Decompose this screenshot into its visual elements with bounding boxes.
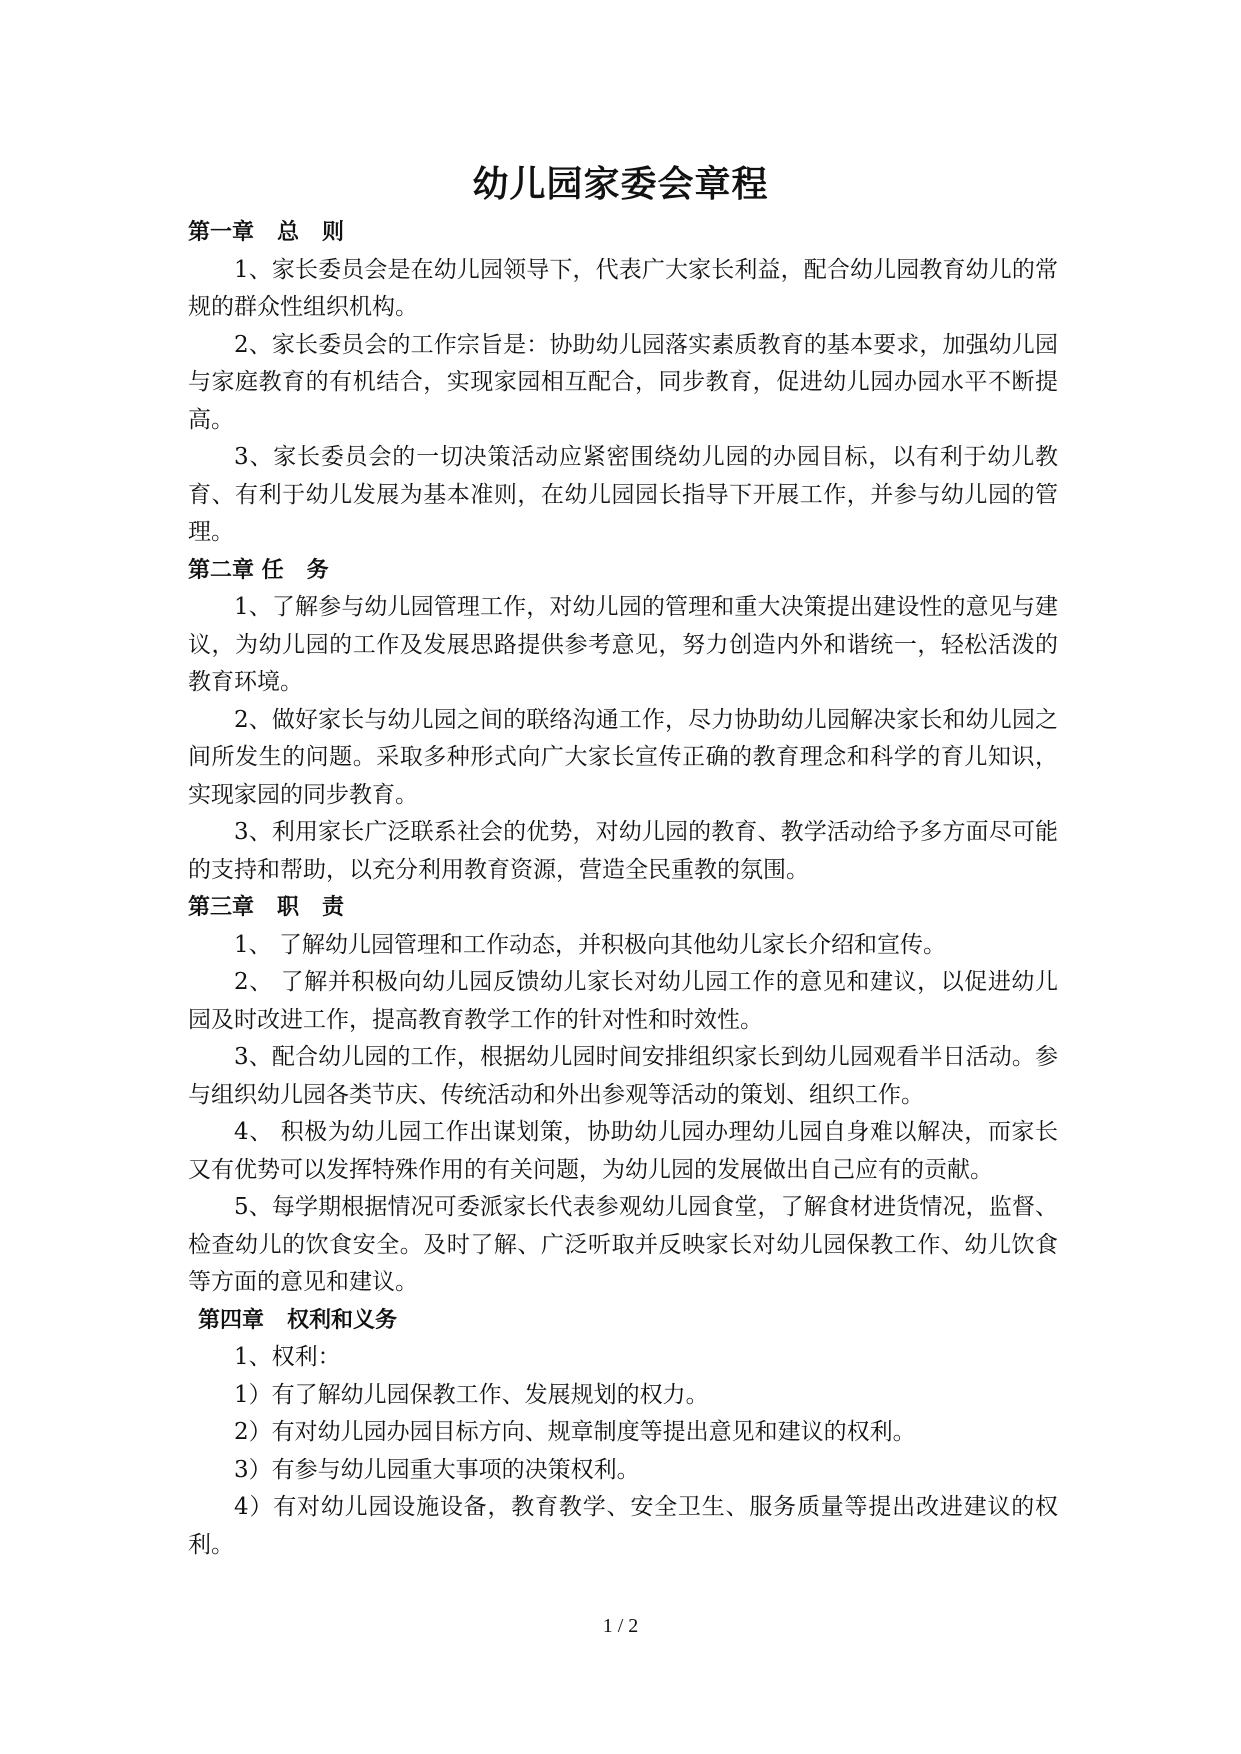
chapter-1-paragraph-3: 3、家长委员会的一切决策活动应紧密围绕幼儿园的办园目标，以有利于幼儿教育、有利于幼儿发展为基本准则，在幼儿园园长指导下开展工作，并参与幼儿园的管理。 — [188, 444, 1058, 545]
chapter-4-paragraph-3: 2）有对幼儿园办园目标方向、规章制度等提出意见和建议的权利。 — [234, 1419, 916, 1445]
chapter-4-paragraph-1: 1、权利： — [234, 1344, 341, 1370]
chapter-3-paragraph-2: 2、 了解并积极向幼儿园反馈幼儿家长对幼儿园工作的意见和建议，以促进幼儿园及时改进工作，提高教育教学工作的针对性和时效性。 — [188, 969, 1058, 1033]
chapter-2-heading: 第二章 任 务 — [188, 557, 329, 583]
chapter-2-paragraph-2: 2、做好家长与幼儿园之间的联络沟通工作，尽力协助幼儿园解决家长和幼儿园之间所发生的问题。采取多种形式向广大家长宣传正确的教育理念和科学的育儿知识，实现家园的同步教育。 — [188, 706, 1058, 808]
chapter-4-paragraph-4: 3）有参与幼儿园重大事项的决策权利。 — [234, 1456, 640, 1483]
chapter-1-paragraph-1: 1、家长委员会是在幼儿园领导下，代表广大家长利益，配合幼儿园教育幼儿的常规的群众性组织机构。 — [188, 256, 1058, 320]
chapter-2-paragraph-1: 1、了解参与幼儿园管理工作，对幼儿园的管理和重大决策提出建设性的意见与建议，为幼儿园的工作及发展思路提供参考意见，努力创造内外和谐统一，轻松活泼的教育环境。 — [188, 594, 1058, 695]
chapter-4-paragraph-2: 1）有了解幼儿园保教工作、发展规划的权力。 — [234, 1381, 709, 1408]
chapter-1-paragraph-2: 2、家长委员会的工作宗旨是：协助幼儿园落实素质教育的基本要求，加强幼儿园与家庭教育的有机结合，实现家园相互配合，同步教育，促进幼儿园办园水平不断提高。 — [188, 331, 1058, 433]
chapter-4-heading: 第四章 权利和义务 — [198, 1307, 397, 1333]
document-title: 幼儿园家委会章程 — [472, 163, 769, 205]
chapter-4-paragraph-5: 4）有对幼儿园设施设备，教育教学、安全卫生、服务质量等提出改进建议的权利。 — [188, 1494, 1058, 1558]
chapter-3-paragraph-5: 5、每学期根据情况可委派家长代表参观幼儿园食堂，了解食材进货情况，监督、检查幼儿的饮食安全。及时了解、广泛听取并反映家长对幼儿园保教工作、幼儿饮食等方面的意见和建议。 — [188, 1194, 1058, 1295]
document-body — [188, 214, 1058, 1564]
chapter-3-paragraph-3: 3、配合幼儿园的工作，根据幼儿园时间安排组织家长到幼儿园观看半日活动。参与组织幼儿园各类节庆、传统活动和外出参观等活动的策划、组织工作。 — [188, 1044, 1058, 1108]
chapter-3-heading: 第三章 职 责 — [188, 895, 344, 920]
chapter-2-paragraph-3: 3、利用家长广泛联系社会的优势，对幼儿园的教育、教学活动给予多方面尽可能的支持和帮助，以充分利用教育资源，营造全民重教的氛围。 — [188, 819, 1058, 883]
chapter-1-heading: 第一章 总 则 — [188, 220, 344, 245]
page-number: 1 / 2 — [602, 1615, 639, 1637]
chapter-3-paragraph-4: 4、 积极为幼儿园工作出谋划策，协助幼儿园办理幼儿园自身难以解决，而家长又有优势可以发挥特殊作用的有关问题，为幼儿园的发展做出自己应有的贡献。 — [188, 1119, 1058, 1183]
chapter-3-paragraph-1: 1、 了解幼儿园管理和工作动态，并积极向其他幼儿家长介绍和宣传。 — [234, 931, 946, 958]
